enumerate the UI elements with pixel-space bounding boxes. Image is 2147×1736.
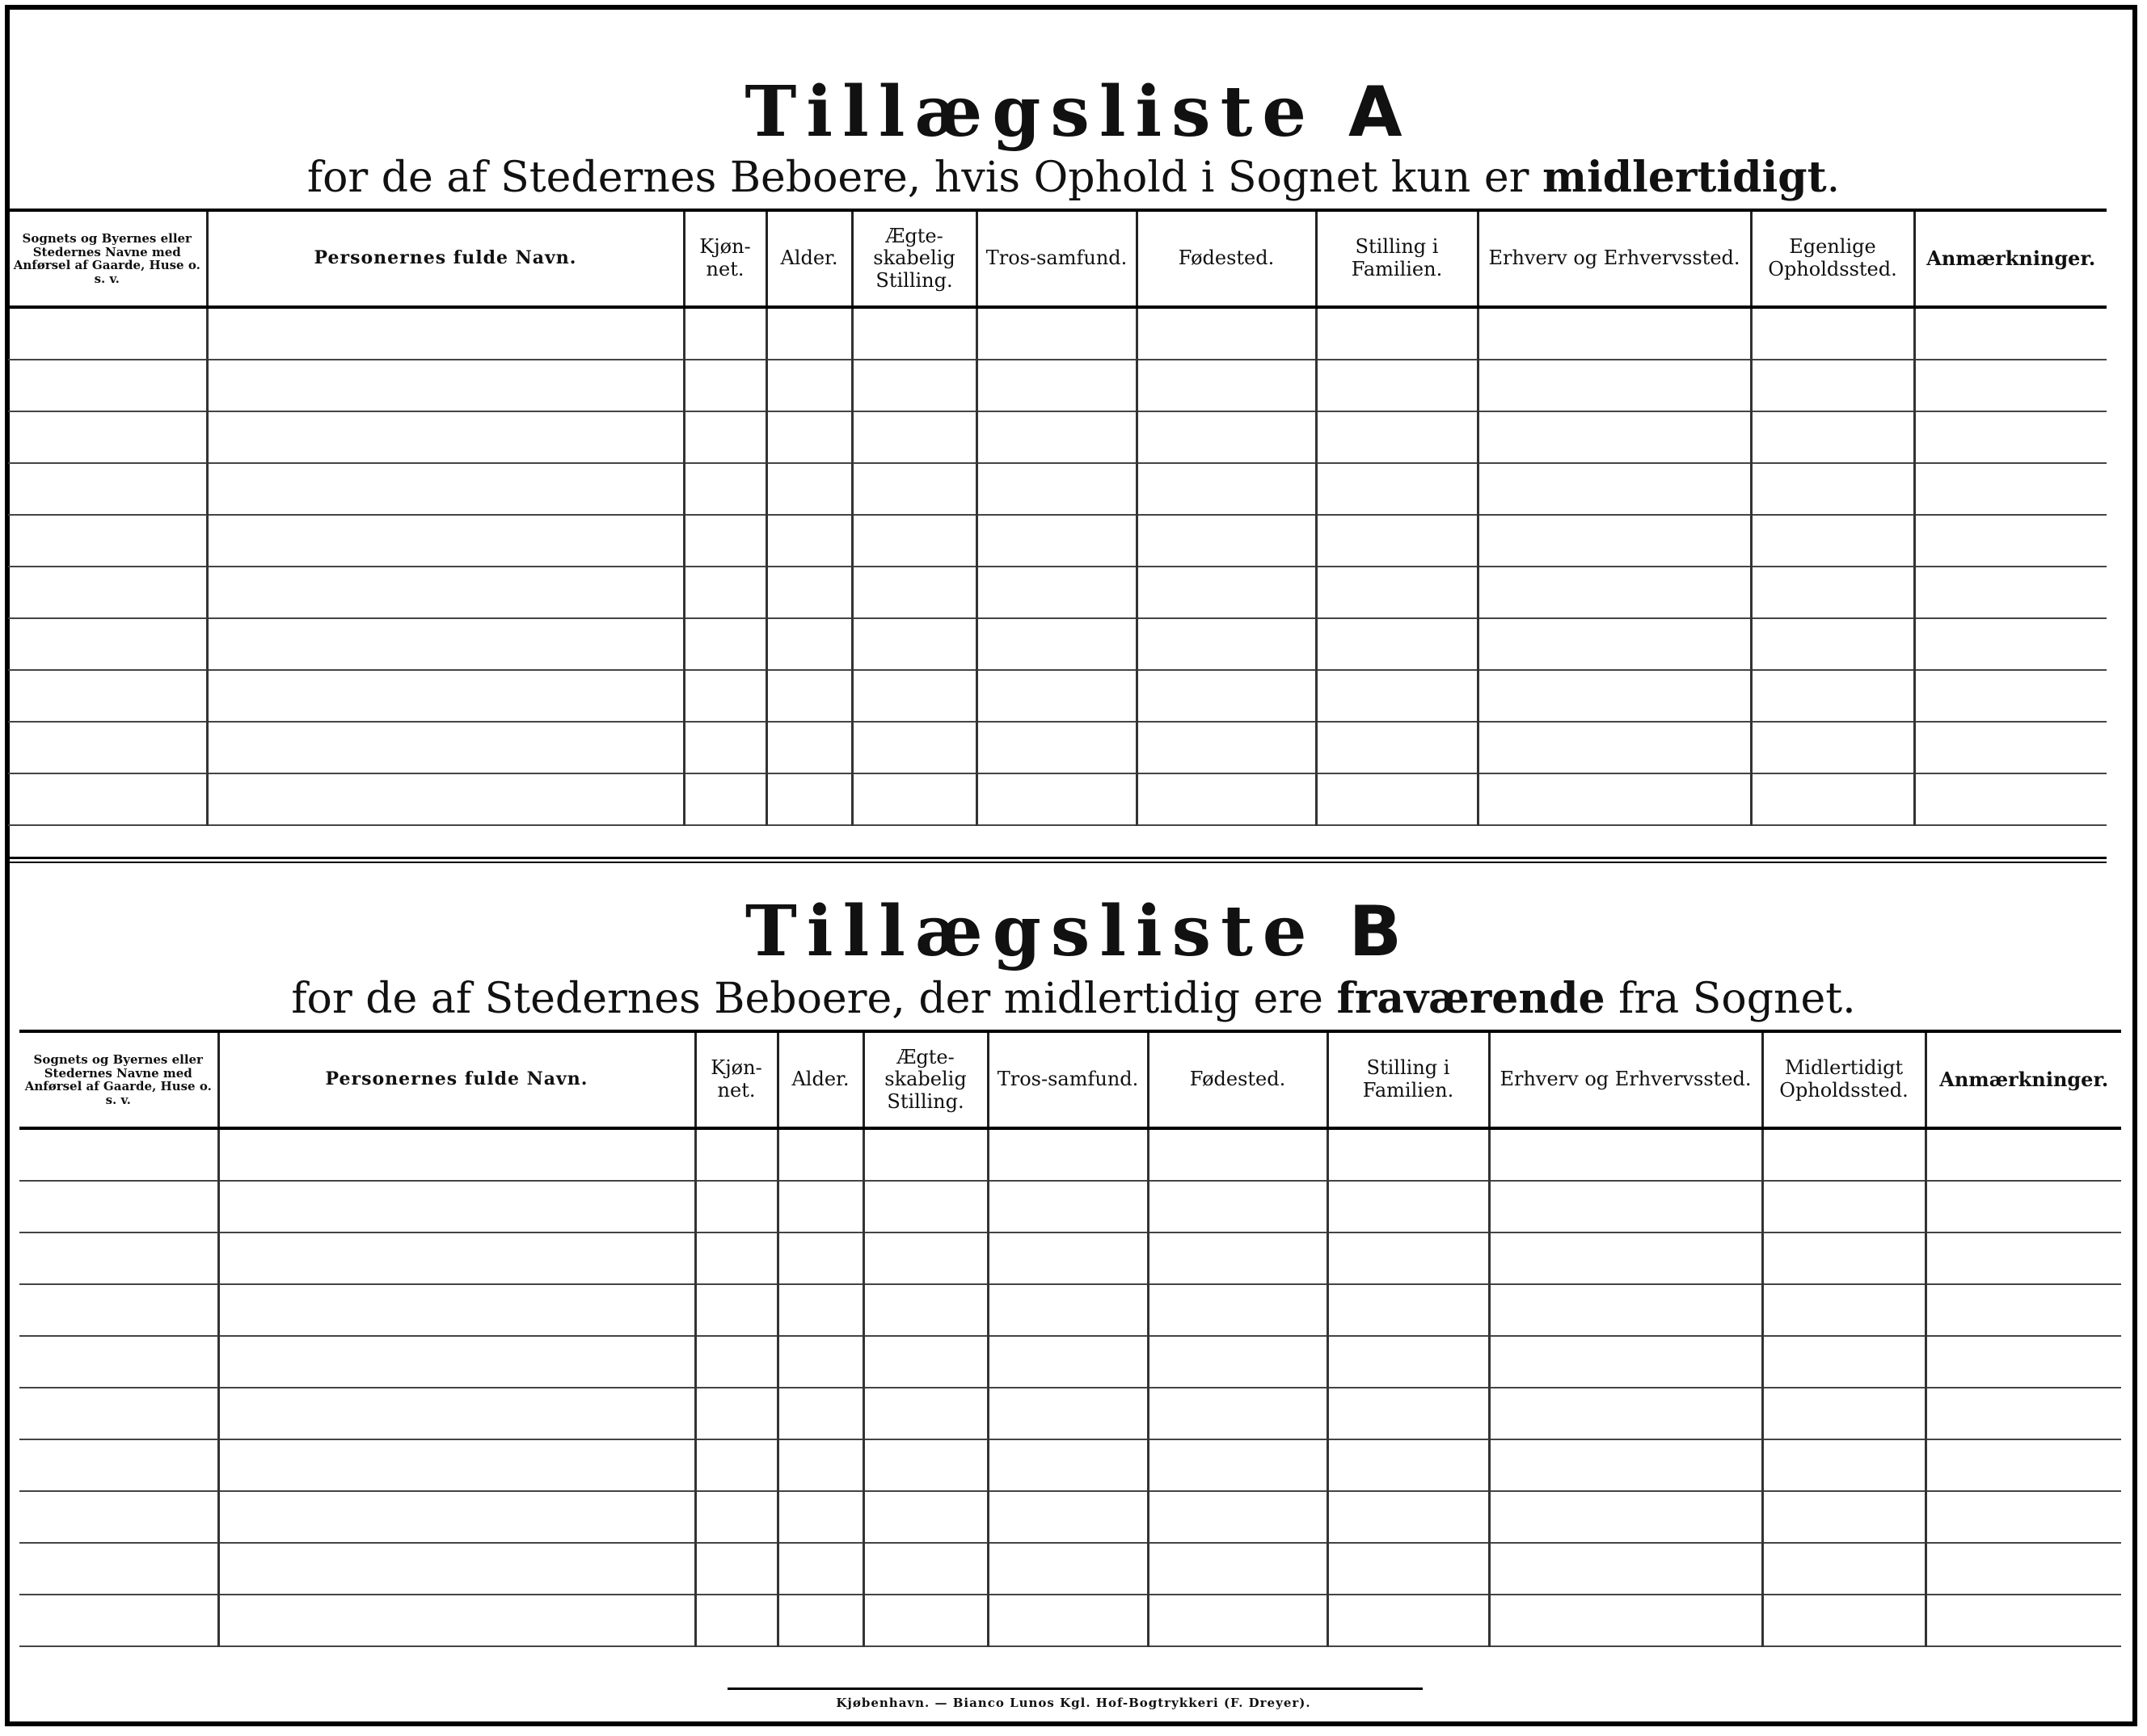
table-cell[interactable] [19, 1491, 218, 1543]
table-cell[interactable] [1137, 722, 1316, 773]
table-cell[interactable] [207, 307, 684, 360]
table-cell[interactable] [218, 1284, 695, 1336]
table-cell[interactable] [852, 773, 976, 825]
table-cell[interactable] [8, 463, 207, 515]
table-cell[interactable] [852, 515, 976, 567]
table-a [8, 209, 2107, 826]
table-cell[interactable] [1926, 1595, 2121, 1646]
table-cell[interactable] [695, 1543, 778, 1595]
table-cell[interactable] [976, 515, 1137, 567]
footer-rule [728, 1688, 1423, 1690]
table-cell[interactable] [207, 411, 684, 463]
table-cell[interactable] [852, 567, 976, 618]
table-cell[interactable] [976, 567, 1137, 618]
table-cell[interactable] [1762, 1336, 1926, 1388]
section-divider [8, 857, 2107, 859]
table-cell[interactable] [1148, 1284, 1327, 1336]
table-cell[interactable] [1926, 1439, 2121, 1491]
table-cell[interactable] [1316, 722, 1478, 773]
table-cell[interactable] [778, 1388, 863, 1439]
table-cell[interactable] [976, 722, 1137, 773]
table-cell[interactable] [1751, 307, 1914, 360]
table-cell[interactable] [19, 1232, 218, 1284]
table-cell[interactable] [1751, 618, 1914, 670]
table-row [19, 1128, 2121, 1181]
subtitle-b-plain: for de af Stedernes Beboere, der midlertidig ere [291, 975, 1337, 1023]
table-cell[interactable] [1914, 618, 2107, 670]
table-cell[interactable] [766, 360, 852, 411]
table-cell[interactable] [988, 1128, 1148, 1181]
table-cell[interactable] [1751, 773, 1914, 825]
table-cell[interactable] [1316, 567, 1478, 618]
table-cell[interactable] [218, 1439, 695, 1491]
table-cell[interactable] [852, 618, 976, 670]
table-cell[interactable] [684, 618, 766, 670]
table-cell[interactable] [976, 360, 1137, 411]
table-cell[interactable] [1762, 1284, 1926, 1336]
table-row [19, 1595, 2121, 1646]
table-cell[interactable] [8, 515, 207, 567]
table-cell[interactable] [1148, 1128, 1327, 1181]
table-cell[interactable] [1148, 1491, 1327, 1543]
table-cell[interactable] [976, 411, 1137, 463]
table-row [19, 1439, 2121, 1491]
table-row [19, 1543, 2121, 1595]
table-cell[interactable] [207, 618, 684, 670]
table-cell[interactable] [988, 1595, 1148, 1646]
table-cell[interactable] [863, 1128, 988, 1181]
col-header: Alder. [766, 210, 852, 307]
table-cell[interactable] [695, 1491, 778, 1543]
table-cell[interactable] [695, 1232, 778, 1284]
table-cell[interactable] [19, 1595, 218, 1646]
col-header: Kjøn-net. [684, 210, 766, 307]
table-row [8, 463, 2107, 515]
col-header: Erhverv og Erhvervssted. [1489, 1031, 1762, 1128]
table-row [19, 1232, 2121, 1284]
table-cell[interactable] [695, 1439, 778, 1491]
section-divider [8, 862, 2107, 863]
table-cell[interactable] [1751, 360, 1914, 411]
table-cell[interactable] [1316, 515, 1478, 567]
table-cell[interactable] [1137, 307, 1316, 360]
table-cell[interactable] [1914, 463, 2107, 515]
table-cell[interactable] [218, 1543, 695, 1595]
title-a [0, 71, 2147, 153]
table-cell[interactable] [863, 1595, 988, 1646]
table-row [8, 773, 2107, 825]
table-cell[interactable] [695, 1595, 778, 1646]
col-header: Tros-samfund. [976, 210, 1137, 307]
table-cell[interactable] [1316, 411, 1478, 463]
table-cell[interactable] [1478, 722, 1751, 773]
table-cell[interactable] [1489, 1128, 1762, 1181]
table-cell[interactable] [684, 670, 766, 722]
table-cell[interactable] [1148, 1181, 1327, 1232]
table-cell[interactable] [1926, 1388, 2121, 1439]
table-cell[interactable] [1751, 515, 1914, 567]
table-cell[interactable] [863, 1232, 988, 1284]
table-cell[interactable] [684, 567, 766, 618]
table-cell[interactable] [8, 411, 207, 463]
table-cell[interactable] [1137, 411, 1316, 463]
table-cell[interactable] [218, 1232, 695, 1284]
table-cell[interactable] [1489, 1543, 1762, 1595]
table-cell[interactable] [988, 1439, 1148, 1491]
table-cell[interactable] [19, 1128, 218, 1181]
table-cell[interactable] [8, 773, 207, 825]
table-cell[interactable] [1137, 567, 1316, 618]
col-header: Tros-samfund. [988, 1031, 1148, 1128]
col-header: Stilling i Familien. [1327, 1031, 1489, 1128]
table-cell[interactable] [19, 1181, 218, 1232]
table-cell[interactable] [1478, 411, 1751, 463]
table-cell[interactable] [976, 307, 1137, 360]
table-cell[interactable] [1926, 1232, 2121, 1284]
table-cell[interactable] [1137, 463, 1316, 515]
table-cell[interactable] [1926, 1181, 2121, 1232]
table-cell[interactable] [1762, 1543, 1926, 1595]
table-row [19, 1388, 2121, 1439]
table-cell[interactable] [863, 1388, 988, 1439]
col-header: Personernes fulde Navn. [207, 210, 684, 307]
table-cell[interactable] [218, 1595, 695, 1646]
col-header: Ægte-skabelig Stilling. [852, 210, 976, 307]
table-cell[interactable] [19, 1336, 218, 1388]
table-cell[interactable] [8, 307, 207, 360]
table-cell[interactable] [1478, 463, 1751, 515]
table-cell[interactable] [766, 411, 852, 463]
table-cell[interactable] [988, 1336, 1148, 1388]
table-cell[interactable] [1327, 1284, 1489, 1336]
table-cell[interactable] [863, 1491, 988, 1543]
table-cell[interactable] [8, 722, 207, 773]
col-header: Kjøn-net. [695, 1031, 778, 1128]
table-b [19, 1030, 2121, 1647]
subtitle-a-bold: midlertidigt [1542, 153, 1827, 202]
table-cell[interactable] [988, 1232, 1148, 1284]
table-cell[interactable] [1751, 463, 1914, 515]
table-cell[interactable] [695, 1128, 778, 1181]
table-cell[interactable] [976, 670, 1137, 722]
table-cell[interactable] [766, 463, 852, 515]
table-cell[interactable] [1489, 1181, 1762, 1232]
table-cell[interactable] [1751, 411, 1914, 463]
table-cell[interactable] [1327, 1388, 1489, 1439]
title-a-letter: A [1348, 72, 1403, 153]
table-cell[interactable] [778, 1181, 863, 1232]
table-cell[interactable] [1762, 1232, 1926, 1284]
table-cell[interactable] [1914, 567, 2107, 618]
table-cell[interactable] [976, 773, 1137, 825]
table-cell[interactable] [778, 1439, 863, 1491]
table-cell[interactable] [207, 773, 684, 825]
table-cell[interactable] [988, 1284, 1148, 1336]
col-header: Personernes fulde Navn. [218, 1031, 695, 1128]
table-cell[interactable] [1478, 307, 1751, 360]
table-cell[interactable] [1327, 1491, 1489, 1543]
col-header: Egenlige Opholdssted. [1751, 210, 1914, 307]
col-header: Sognets og Byernes eller Stedernes Navne med Anførsel af Gaarde, Huse o. s. v. [19, 1031, 218, 1128]
table-cell[interactable] [684, 515, 766, 567]
table-cell[interactable] [1478, 360, 1751, 411]
table-cell[interactable] [766, 773, 852, 825]
title-b-word: Tillægsliste [744, 891, 1317, 972]
table-cell[interactable] [695, 1284, 778, 1336]
table-cell[interactable] [1489, 1439, 1762, 1491]
table-cell[interactable] [1327, 1595, 1489, 1646]
table-cell[interactable] [1914, 360, 2107, 411]
table-cell[interactable] [1478, 670, 1751, 722]
table-cell[interactable] [863, 1284, 988, 1336]
table-cell[interactable] [1926, 1336, 2121, 1388]
table-row [8, 722, 2107, 773]
table-cell[interactable] [1478, 515, 1751, 567]
col-header: Erhverv og Erhvervssted. [1478, 210, 1751, 307]
table-cell[interactable] [684, 773, 766, 825]
table-cell[interactable] [1762, 1439, 1926, 1491]
table-cell[interactable] [766, 670, 852, 722]
table-cell[interactable] [1148, 1439, 1327, 1491]
table-row [8, 618, 2107, 670]
table-cell[interactable] [1316, 463, 1478, 515]
table-cell[interactable] [1327, 1543, 1489, 1595]
table-cell[interactable] [695, 1181, 778, 1232]
col-header: Anmærkninger. [1914, 210, 2107, 307]
table-cell[interactable] [695, 1336, 778, 1388]
table-cell[interactable] [684, 307, 766, 360]
table-cell[interactable] [1137, 670, 1316, 722]
printer-imprint: Kjøbenhavn. — Bianco Lunos Kgl. Hof-Bogtrykkeri (F. Dreyer). [836, 1696, 1311, 1710]
table-cell[interactable] [852, 463, 976, 515]
table-cell[interactable] [863, 1181, 988, 1232]
table-cell[interactable] [8, 567, 207, 618]
table-row [8, 515, 2107, 567]
table-cell[interactable] [766, 307, 852, 360]
table-cell[interactable] [1762, 1128, 1926, 1181]
table-cell[interactable] [19, 1284, 218, 1336]
table-cell[interactable] [988, 1388, 1148, 1439]
table-cell[interactable] [1762, 1491, 1926, 1543]
col-header: Sognets og Byernes eller Stedernes Navne med Anførsel af Gaarde, Huse o. s. v. [8, 210, 207, 307]
col-header: Stilling i Familien. [1316, 210, 1478, 307]
table-cell[interactable] [1316, 773, 1478, 825]
table-cell[interactable] [766, 515, 852, 567]
table-cell[interactable] [778, 1232, 863, 1284]
col-header: Ægte-skabelig Stilling. [863, 1031, 988, 1128]
table-cell[interactable] [1751, 670, 1914, 722]
table-cell[interactable] [1489, 1232, 1762, 1284]
title-b-letter: B [1348, 891, 1403, 972]
subtitle-a [0, 153, 2147, 202]
table-cell[interactable] [863, 1336, 988, 1388]
table-cell[interactable] [1762, 1388, 1926, 1439]
subtitle-a-end: . [1826, 154, 1841, 202]
col-header: Anmærkninger. [1926, 1031, 2121, 1128]
table-cell[interactable] [1914, 670, 2107, 722]
table-cell[interactable] [19, 1543, 218, 1595]
table-cell[interactable] [778, 1595, 863, 1646]
table-cell[interactable] [1316, 670, 1478, 722]
table-cell[interactable] [766, 722, 852, 773]
table-cell[interactable] [976, 618, 1137, 670]
table-cell[interactable] [778, 1491, 863, 1543]
table-row [19, 1284, 2121, 1336]
table-cell[interactable] [1148, 1232, 1327, 1284]
table-cell[interactable] [684, 722, 766, 773]
table-cell[interactable] [988, 1181, 1148, 1232]
table-cell[interactable] [1137, 618, 1316, 670]
table-cell[interactable] [1316, 307, 1478, 360]
table-cell[interactable] [778, 1284, 863, 1336]
table-a-header [8, 210, 2107, 307]
table-cell[interactable] [1926, 1491, 2121, 1543]
table-cell[interactable] [218, 1336, 695, 1388]
table-cell[interactable] [1327, 1181, 1489, 1232]
table-a-body [8, 307, 2107, 825]
table-cell[interactable] [1327, 1336, 1489, 1388]
table-cell[interactable] [695, 1388, 778, 1439]
table-cell[interactable] [1148, 1595, 1327, 1646]
table-cell[interactable] [988, 1491, 1148, 1543]
table-cell[interactable] [1489, 1284, 1762, 1336]
table-cell[interactable] [766, 618, 852, 670]
table-cell[interactable] [1137, 360, 1316, 411]
table-cell[interactable] [1327, 1128, 1489, 1181]
subtitle-b-bold: fraværende [1336, 974, 1605, 1023]
table-cell[interactable] [852, 360, 976, 411]
table-cell[interactable] [1762, 1181, 1926, 1232]
table-cell[interactable] [976, 463, 1137, 515]
table-row [8, 411, 2107, 463]
table-cell[interactable] [988, 1543, 1148, 1595]
table-cell[interactable] [19, 1388, 218, 1439]
col-header: Fødested. [1137, 210, 1316, 307]
table-cell[interactable] [207, 463, 684, 515]
table-cell[interactable] [1914, 515, 2107, 567]
table-cell[interactable] [1478, 773, 1751, 825]
table-cell[interactable] [1489, 1336, 1762, 1388]
table-cell[interactable] [207, 567, 684, 618]
table-cell[interactable] [852, 722, 976, 773]
table-cell[interactable] [1914, 307, 2107, 360]
table-cell[interactable] [1762, 1595, 1926, 1646]
table-b-body [19, 1128, 2121, 1646]
table-cell[interactable] [1137, 515, 1316, 567]
table-cell[interactable] [1478, 618, 1751, 670]
table-cell[interactable] [1751, 567, 1914, 618]
table-cell[interactable] [778, 1543, 863, 1595]
table-cell[interactable] [1926, 1128, 2121, 1181]
table-row [8, 567, 2107, 618]
table-cell[interactable] [1751, 722, 1914, 773]
table-cell[interactable] [1137, 773, 1316, 825]
table-cell[interactable] [1489, 1388, 1762, 1439]
table-cell[interactable] [684, 411, 766, 463]
table-cell[interactable] [207, 515, 684, 567]
table-b-header [19, 1031, 2121, 1128]
subtitle-b [0, 974, 2147, 1023]
table-cell[interactable] [863, 1439, 988, 1491]
table-cell[interactable] [1478, 567, 1751, 618]
table-cell[interactable] [1327, 1439, 1489, 1491]
table-row [19, 1181, 2121, 1232]
title-b [0, 891, 2147, 972]
table-cell[interactable] [1926, 1543, 2121, 1595]
table-cell[interactable] [19, 1439, 218, 1491]
table-cell[interactable] [766, 567, 852, 618]
table-cell[interactable] [852, 670, 976, 722]
table-cell[interactable] [1489, 1595, 1762, 1646]
table-row [8, 360, 2107, 411]
table-cell[interactable] [1316, 618, 1478, 670]
table-cell[interactable] [1327, 1232, 1489, 1284]
title-a-word: Tillægsliste [744, 71, 1317, 153]
table-cell[interactable] [207, 360, 684, 411]
table-cell[interactable] [778, 1128, 863, 1181]
col-header: Midlertidigt Opholdssted. [1762, 1031, 1926, 1128]
table-cell[interactable] [207, 670, 684, 722]
table-row [19, 1491, 2121, 1543]
table-cell[interactable] [852, 307, 976, 360]
table-cell[interactable] [1489, 1491, 1762, 1543]
table-cell[interactable] [218, 1491, 695, 1543]
table-cell[interactable] [852, 411, 976, 463]
table-cell[interactable] [218, 1388, 695, 1439]
table-cell[interactable] [8, 618, 207, 670]
table-row [19, 1336, 2121, 1388]
table-cell[interactable] [1148, 1388, 1327, 1439]
table-cell[interactable] [1914, 722, 2107, 773]
table-cell[interactable] [1914, 411, 2107, 463]
table-cell[interactable] [207, 722, 684, 773]
table-cell[interactable] [1926, 1284, 2121, 1336]
table-cell[interactable] [778, 1336, 863, 1388]
table-cell[interactable] [1914, 773, 2107, 825]
table-cell[interactable] [1316, 360, 1478, 411]
table-cell[interactable] [1148, 1543, 1327, 1595]
table-cell[interactable] [218, 1128, 695, 1181]
table-cell[interactable] [8, 670, 207, 722]
col-header: Alder. [778, 1031, 863, 1128]
table-cell[interactable] [1148, 1336, 1327, 1388]
table-cell[interactable] [684, 463, 766, 515]
table-cell[interactable] [8, 360, 207, 411]
table-cell[interactable] [218, 1181, 695, 1232]
table-row [8, 670, 2107, 722]
table-cell[interactable] [684, 360, 766, 411]
col-header: Fødested. [1148, 1031, 1327, 1128]
table-cell[interactable] [863, 1543, 988, 1595]
table-row [8, 307, 2107, 360]
subtitle-a-plain: for de af Stedernes Beboere, hvis Ophold i Sognet kun er [306, 154, 1542, 202]
subtitle-b-end: fra Sognet. [1605, 975, 1856, 1023]
